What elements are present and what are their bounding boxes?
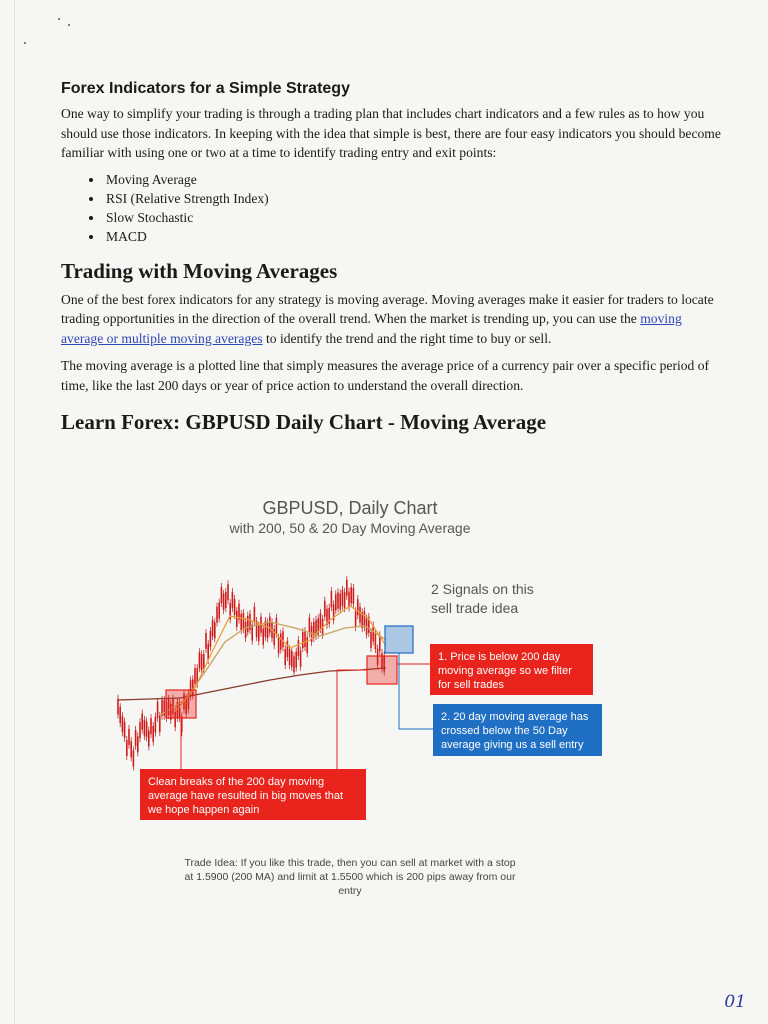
document-body xyxy=(61,80,721,435)
indicators-paragraph: One way to simplify your trading is through a trading plan that includes chart indicators and a few rules as to how you should use those indicators. In keeping with the idea that simple is best, there are four easy indicators you should become familiar with using one or two at a time to identify trading entry and exit points: xyxy=(61,106,721,160)
list-item: • Moving Average xyxy=(104,170,721,189)
page-number: 01 xyxy=(724,992,746,1012)
indicator-list xyxy=(61,170,721,246)
scan-speck xyxy=(68,24,70,26)
moving-average-link[interactable]: moving average or multiple moving averages xyxy=(61,311,682,346)
list-item: • Slow Stochastic xyxy=(104,208,721,227)
callout-clean-breaks: Clean breaks of the 200 day moving average have resulted in big moves that we hope happen again xyxy=(140,769,366,820)
section-heading-indicators: Forex Indicators for a Simple Strategy xyxy=(61,80,350,97)
chart-subtitle: with 200, 50 & 20 Day Moving Average xyxy=(229,520,471,536)
signals-note-line: 2 Signals on this xyxy=(431,581,534,597)
signals-note xyxy=(431,580,534,618)
callout-20ma-cross: 2. 20 day moving average has crossed below the 50 Day average giving us a sell entry xyxy=(433,704,602,756)
moving-averages-paragraph xyxy=(61,290,721,349)
section-heading-moving-averages: Trading with Moving Averages xyxy=(61,258,338,283)
paragraph-text: to identify the trend and the right time to buy or sell. xyxy=(262,330,552,346)
trade-idea-note: Trade Idea: If you like this trade, then you can sell at market with a stop at 1.5900 (200 MA) and limit at 1.5500 which is 200 pips away from our entry xyxy=(184,857,516,897)
list-item: • RSI (Relative Strength Index) xyxy=(104,189,721,208)
list-item: • MACD xyxy=(104,227,721,246)
signals-note-line: sell trade idea xyxy=(431,600,519,616)
scan-speck xyxy=(58,18,60,20)
chart-title: GBPUSD, Daily Chart xyxy=(262,498,438,518)
page-margin-line xyxy=(14,0,15,1024)
scan-speck xyxy=(24,42,26,44)
gbpusd-chart-figure xyxy=(110,492,620,912)
paragraph-text: One of the best forex indicators for any strategy is moving average. Moving averages make it easier for traders to locate trading opportunities in the direction of the overall trend. When the market is trending up, you can use the xyxy=(61,291,714,326)
section-heading-gbpusd-chart: Learn Forex: GBPUSD Daily Chart - Moving Average xyxy=(61,410,547,434)
callout-price-below-200ma: 1. Price is below 200 day moving average so we filter for sell trades xyxy=(430,644,593,695)
moving-average-definition-paragraph: The moving average is a plotted line that simply measures the average price of a currency pair over a specific period of time, like the last 200 days or year of price action to understand the overall direction. xyxy=(61,358,710,393)
